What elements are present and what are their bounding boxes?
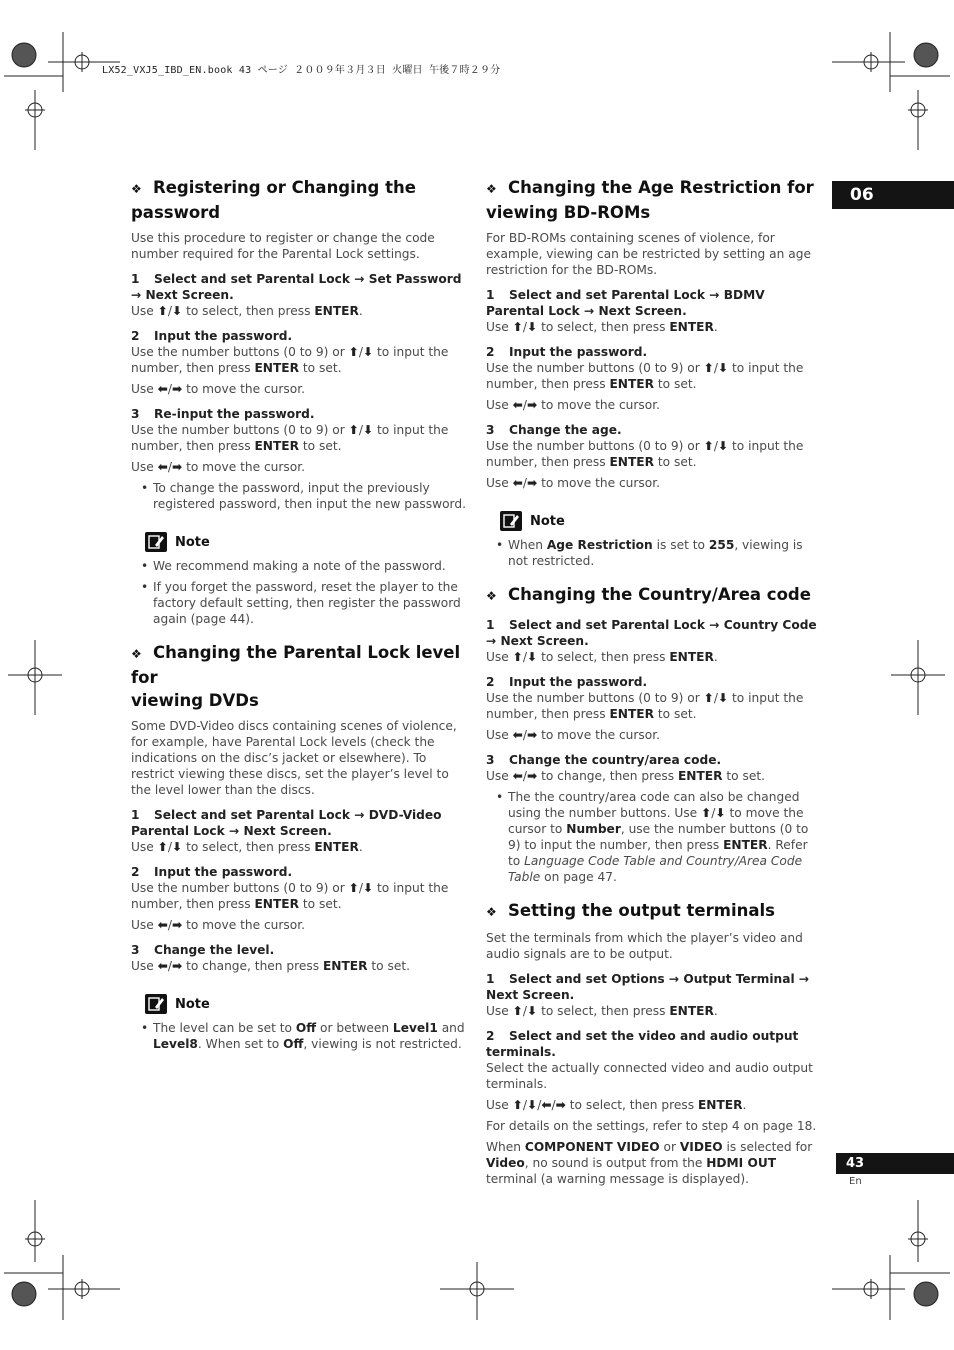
section-intro: Use this procedure to register or change the code number required for the Parental Lock settings.: [131, 231, 435, 261]
up-arrow-icon: ⬆: [703, 439, 714, 453]
right-arrow-icon: ➡: [171, 382, 183, 396]
left-arrow-icon: ⬅: [157, 918, 168, 932]
diamond-icon: ❖: [131, 647, 142, 661]
step-3-cursor: Use ⬅/➡ to move the cursor.: [486, 476, 660, 490]
bullet-list: [486, 789, 822, 885]
step-2-cursor: Use ⬅/➡ to move the cursor.: [131, 382, 305, 396]
note-pencil-icon: [145, 532, 167, 552]
down-arrow-icon: ⬇: [717, 691, 729, 705]
note-list: [131, 1020, 467, 1052]
up-arrow-icon: ⬆: [157, 840, 168, 854]
section-title: ❖ Setting the output terminals: [486, 899, 822, 924]
left-arrow-icon: ⬅: [512, 769, 523, 783]
up-arrow-icon: ⬆: [348, 423, 359, 437]
step-1-text: Use ⬆/⬇ to select, then press ENTER.: [486, 650, 718, 664]
diamond-icon: ❖: [486, 589, 497, 603]
right-arrow-icon: ➡: [526, 728, 538, 742]
down-arrow-icon: ⬇: [526, 1004, 538, 1018]
step-3-text: Use ⬅/➡ to change, then press ENTER to set.: [486, 769, 766, 783]
step-2: 2 Input the password.: [486, 675, 648, 689]
chapter-tab: 06: [832, 181, 954, 209]
step-3: 3 Change the country/area code.: [486, 753, 722, 767]
step-2-select: Use ⬆/⬇/⬅/➡ to select, then press ENTER.: [486, 1098, 747, 1112]
up-arrow-icon: ⬆: [157, 304, 168, 318]
list-item: • The level can be set to Off or between Level1 and Level8. When set to Off, viewing is not restricted.: [153, 1020, 467, 1052]
down-arrow-icon: ⬇: [715, 806, 726, 820]
step-2-cursor: Use ⬅/➡ to move the cursor.: [486, 728, 660, 742]
section-title: ❖ Changing the Parental Lock level for viewing DVDs: [131, 643, 461, 710]
step-1: 1 Select and set Parental Lock → BDMV Parental Lock → Next Screen.: [486, 288, 765, 318]
left-arrow-icon: ⬅: [157, 382, 168, 396]
section-output-terminals: [486, 899, 822, 1187]
left-arrow-icon: ⬅: [512, 728, 523, 742]
left-arrow-icon: ⬅: [157, 959, 168, 973]
section-intro: For BD-ROMs containing scenes of violence, for example, viewing can be restricted by setting an age restriction for the BD-ROMs.: [486, 231, 811, 277]
step-3-text: Use the number buttons (0 to 9) or ⬆/⬇ to input the number, then press ENTER to set.: [486, 439, 804, 469]
step-1-text: Use ⬆/⬇ to select, then press ENTER.: [131, 840, 363, 854]
section-title: ❖ Changing the Age Restriction for viewing BD-ROMs: [486, 178, 814, 222]
step-2: 2 Input the password.: [131, 865, 293, 879]
section-title: ❖ Changing the Country/Area code: [486, 583, 822, 608]
step-1: 1 Select and set Options → Output Terminal → Next Screen.: [486, 972, 810, 1002]
list-item: • We recommend making a note of the password.: [153, 558, 467, 574]
right-arrow-icon: ➡: [171, 460, 183, 474]
note-label: Note: [530, 513, 565, 529]
up-arrow-icon: ⬆: [512, 1098, 523, 1112]
step-2-text: Use the number buttons (0 to 9) or ⬆/⬇ to input the number, then press ENTER to set.: [486, 361, 804, 391]
step-1-text: Use ⬆/⬇ to select, then press ENTER.: [486, 1004, 718, 1018]
section-age-restriction: [486, 176, 822, 569]
arrow-icon: →: [709, 288, 720, 302]
step-2-cursor: Use ⬅/➡ to move the cursor.: [486, 398, 660, 412]
arrow-icon: →: [798, 972, 810, 986]
section-intro: Some DVD-Video discs containing scenes of violence, for example, have Parental Lock levels (check the indications on the disc’s jacket or elsewhere). To restrict viewing these discs, set the player’s level to the level lower than the discs.: [131, 719, 457, 797]
step-3: 3 Re-input the password.: [131, 407, 315, 421]
step-2-text: Use the number buttons (0 to 9) or ⬆/⬇ to input the number, then press ENTER to set.: [131, 345, 449, 375]
left-arrow-icon: ⬅: [512, 398, 523, 412]
right-arrow-icon: ➡: [171, 959, 183, 973]
left-arrow-icon: ⬅: [157, 460, 168, 474]
step-2-text: Select the actually connected video and audio output terminals.: [486, 1061, 813, 1091]
step-2-cursor: Use ⬅/➡ to move the cursor.: [131, 918, 305, 932]
note-list: [131, 558, 467, 627]
step-3: 3 Change the age.: [486, 423, 622, 437]
note-label: Note: [175, 534, 210, 550]
right-arrow-icon: ➡: [526, 769, 538, 783]
step-2-text: Use the number buttons (0 to 9) or ⬆/⬇ to input the number, then press ENTER to set.: [486, 691, 804, 721]
step-3-cursor: Use ⬅/➡ to move the cursor.: [131, 460, 305, 474]
section-country-code: [486, 583, 822, 885]
note-header: [500, 509, 822, 533]
down-arrow-icon: ⬇: [171, 304, 183, 318]
step-3-text: Use the number buttons (0 to 9) or ⬆/⬇ to input the number, then press ENTER to set.: [131, 423, 449, 453]
up-arrow-icon: ⬆: [348, 345, 359, 359]
list-item: • If you forget the password, reset the player to the factory default setting, then register the password again (page 44).: [153, 579, 467, 627]
step-3: 3 Change the level.: [131, 943, 275, 957]
bullet-list: [131, 480, 467, 512]
right-arrow-icon: ➡: [526, 476, 538, 490]
list-item: • The the country/area code can also be changed using the number buttons. Use ⬆/⬇ to move the cursor to Number, use the number buttons (0 to 9) to input the number, then press ENTER. Refer to Language Code Table and Country/Area Code Table on page 47.: [508, 789, 822, 885]
up-arrow-icon: ⬆: [703, 361, 714, 375]
down-arrow-icon: ⬇: [171, 840, 183, 854]
right-arrow-icon: ➡: [555, 1098, 566, 1112]
right-arrow-icon: ➡: [526, 398, 538, 412]
step-1: 1 Select and set Parental Lock → Set Password → Next Screen.: [131, 272, 462, 302]
list-item: • To change the password, input the previously registered password, then input the new password.: [153, 480, 467, 512]
left-column: [131, 176, 467, 1057]
file-header: LX52_VXJ5_IBD_EN.book 43 ページ ２００９年３月３日 火曜日 午後７時２９分: [102, 65, 501, 76]
arrow-icon: →: [583, 304, 595, 318]
arrow-icon: →: [668, 972, 680, 986]
left-arrow-icon: ⬅: [512, 476, 523, 490]
down-arrow-icon: ⬇: [362, 881, 374, 895]
section-register-password: [131, 176, 467, 627]
language-code: En: [849, 1176, 862, 1187]
left-arrow-icon: ⬅: [541, 1098, 552, 1112]
up-arrow-icon: ⬆: [703, 691, 714, 705]
section-title: ❖ Registering or Changing the password: [131, 178, 416, 222]
arrow-icon: →: [131, 288, 142, 302]
note-pencil-icon: [500, 511, 522, 531]
details-text: For details on the settings, refer to step 4 on page 18.: [486, 1119, 817, 1133]
up-arrow-icon: ⬆: [512, 650, 523, 664]
up-arrow-icon: ⬆: [348, 881, 359, 895]
right-column: [486, 176, 822, 1192]
down-arrow-icon: ⬇: [717, 361, 729, 375]
section-parental-lock-dvd: [131, 641, 467, 1052]
page-number: 43: [836, 1153, 954, 1174]
note-list: [486, 537, 822, 569]
diamond-icon: ❖: [131, 182, 142, 196]
section-intro: Set the terminals from which the player’s video and audio signals are to be output.: [486, 931, 803, 961]
step-1: 1 Select and set Parental Lock → DVD-Video Parental Lock → Next Screen.: [131, 808, 442, 838]
right-arrow-icon: ➡: [171, 918, 183, 932]
step-3-text: Use ⬅/➡ to change, then press ENTER to set.: [131, 959, 411, 973]
step-2-text: Use the number buttons (0 to 9) or ⬆/⬇ to input the number, then press ENTER to set.: [131, 881, 449, 911]
down-arrow-icon: ⬇: [717, 439, 729, 453]
note-header: [145, 530, 467, 554]
arrow-icon: →: [354, 272, 365, 286]
down-arrow-icon: ⬇: [362, 423, 374, 437]
step-1-text: Use ⬆/⬇ to select, then press ENTER.: [486, 320, 718, 334]
arrow-icon: →: [709, 618, 720, 632]
warning-text: When COMPONENT VIDEO or VIDEO is selected for Video, no sound is output from the HDMI OUT terminal (a warning message is displayed).: [486, 1140, 813, 1186]
arrow-icon: →: [354, 808, 365, 822]
diamond-icon: ❖: [486, 182, 497, 196]
up-arrow-icon: ⬆: [512, 1004, 523, 1018]
step-2: 2 Input the password.: [486, 345, 648, 359]
up-arrow-icon: ⬆: [701, 806, 712, 820]
list-item: • When Age Restriction is set to 255, viewing is not restricted.: [508, 537, 822, 569]
note-pencil-icon: [145, 994, 167, 1014]
step-2: 2 Input the password.: [131, 329, 293, 343]
note-header: [145, 992, 467, 1016]
down-arrow-icon: ⬇: [362, 345, 374, 359]
down-arrow-icon: ⬇: [526, 1098, 538, 1112]
step-1: 1 Select and set Parental Lock → Country Code → Next Screen.: [486, 618, 817, 648]
step-1-text: Use ⬆/⬇ to select, then press ENTER.: [131, 304, 363, 318]
down-arrow-icon: ⬇: [526, 320, 538, 334]
arrow-icon: →: [228, 824, 240, 838]
diamond-icon: ❖: [486, 905, 497, 919]
arrow-icon: →: [486, 634, 497, 648]
down-arrow-icon: ⬇: [526, 650, 538, 664]
note-label: Note: [175, 996, 210, 1012]
step-2: 2 Select and set the video and audio output terminals.: [486, 1029, 799, 1059]
up-arrow-icon: ⬆: [512, 320, 523, 334]
